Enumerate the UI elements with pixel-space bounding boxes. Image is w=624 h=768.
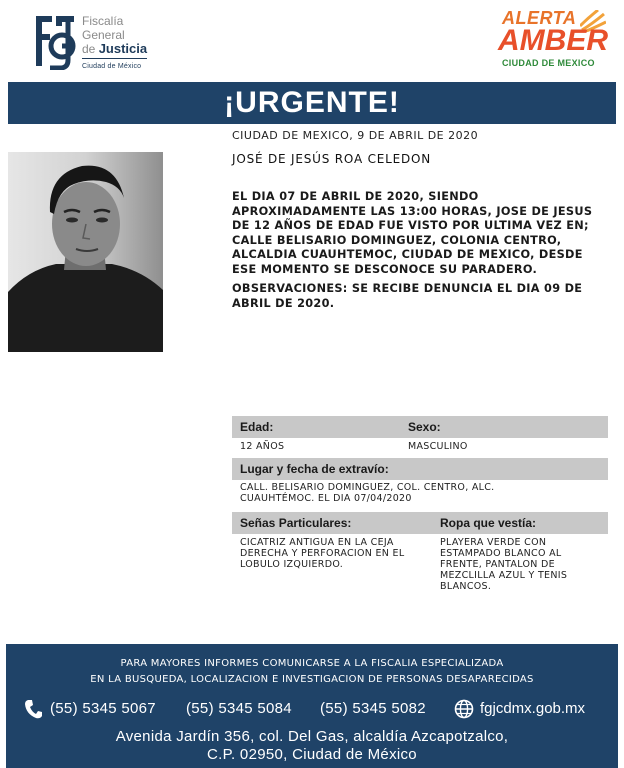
fgj-logo (32, 12, 158, 74)
alerta-amber-logo (496, 8, 608, 74)
place-value: CALL. BELISARIO DOMINGUEZ, COL. CENTRO, ALC. CUAUHTÉMOC. EL DIA 07/04/2020 (240, 482, 495, 504)
phone-number-1[interactable]: (55) 5345 5067 (50, 700, 156, 717)
marks-label: Señas Particulares: (232, 512, 432, 534)
website-link[interactable]: fgjcdmx.gob.mx (480, 700, 586, 717)
alert-date: CIUDAD DE MEXICO, 9 DE ABRIL DE 2020 (232, 129, 479, 142)
phone-number-3[interactable]: (55) 5345 5082 (320, 700, 426, 717)
alert-description: EL DIA 07 DE ABRIL DE 2020, SIENDO APROXIMADAMENTE LAS 13:00 HORAS, JOSE DE JESUS DE 12 AÑOS DE EDAD FUE VISTO POR ULTIMA VEZ EN; CALLE BELISARIO DOMINGUEZ, COLONIA CENTRO, ALCALDIA CUAUHTEMOC, CIUDAD DE MEXICO, DESDE ESE MOMENTO SE DESCONOCE SU PARADERO. (232, 190, 593, 276)
urgent-banner (8, 82, 616, 124)
marks-value: CICATRIZ ANTIGUA EN LA CEJA DERECHA Y PERFORACION EN EL LOBULO IZQUIERDO. (240, 537, 405, 570)
clothes-label: Ropa que vestía: (432, 512, 608, 534)
phone-icon (24, 699, 42, 719)
fgj-logo-line4: Ciudad de México (82, 58, 147, 74)
fgj-logo-line3-bold: Justicia (98, 41, 148, 56)
phone-number-2[interactable]: (55) 5345 5084 (186, 700, 292, 717)
age-value: 12 AÑOS (240, 441, 285, 452)
fgj-logo-line3-prefix: de (82, 42, 99, 56)
sex-label: Sexo: (400, 416, 608, 438)
amber-logo-line2: AMBER (498, 24, 608, 57)
amber-logo-line3: CIUDAD DE MEXICO (502, 58, 595, 68)
fgj-logo-text (82, 14, 147, 74)
age-label: Edad: (232, 416, 400, 438)
urgent-banner-text: ¡URGENTE! (224, 86, 400, 119)
fgj-logo-line2: General (82, 28, 125, 42)
fgj-logo-line3 (82, 42, 147, 56)
globe-icon (454, 699, 474, 719)
address-line1: Avenida Jardín 356, col. Del Gas, alcaldía Azcapotzalco, (115, 728, 509, 745)
amber-logo-line1: ALERTA (502, 8, 577, 28)
alert-observations: OBSERVACIONES: SE RECIBE DENUNCIA EL DIA 09 DE ABRIL DE 2020. (232, 282, 583, 310)
address-line2: C.P. 02950, Ciudad de México (207, 746, 417, 763)
place-label: Lugar y fecha de extravío: (232, 458, 608, 480)
missing-person-name: JOSÉ DE JESÚS ROA CELEDON (232, 152, 432, 166)
clothes-value: PLAYERA VERDE CON ESTAMPADO BLANCO AL FRENTE, PANTALON DE MEZCLILLA AZUL Y TENIS BLANCOS. (440, 537, 568, 592)
contact-footer (6, 644, 618, 768)
fgj-emblem-icon (32, 12, 78, 70)
missing-person-photo (8, 152, 163, 352)
footer-info-line2: EN LA BUSQUEDA, LOCALIZACION E INVESTIGACION DE PERSONAS DESAPARECIDAS (90, 674, 534, 685)
portrait-image (8, 152, 163, 352)
fgj-logo-line1: Fiscalía (82, 14, 124, 28)
footer-info-line1: PARA MAYORES INFORMES COMUNICARSE A LA FISCALIA ESPECIALIZADA (120, 658, 504, 669)
sex-value: MASCULINO (408, 441, 468, 452)
